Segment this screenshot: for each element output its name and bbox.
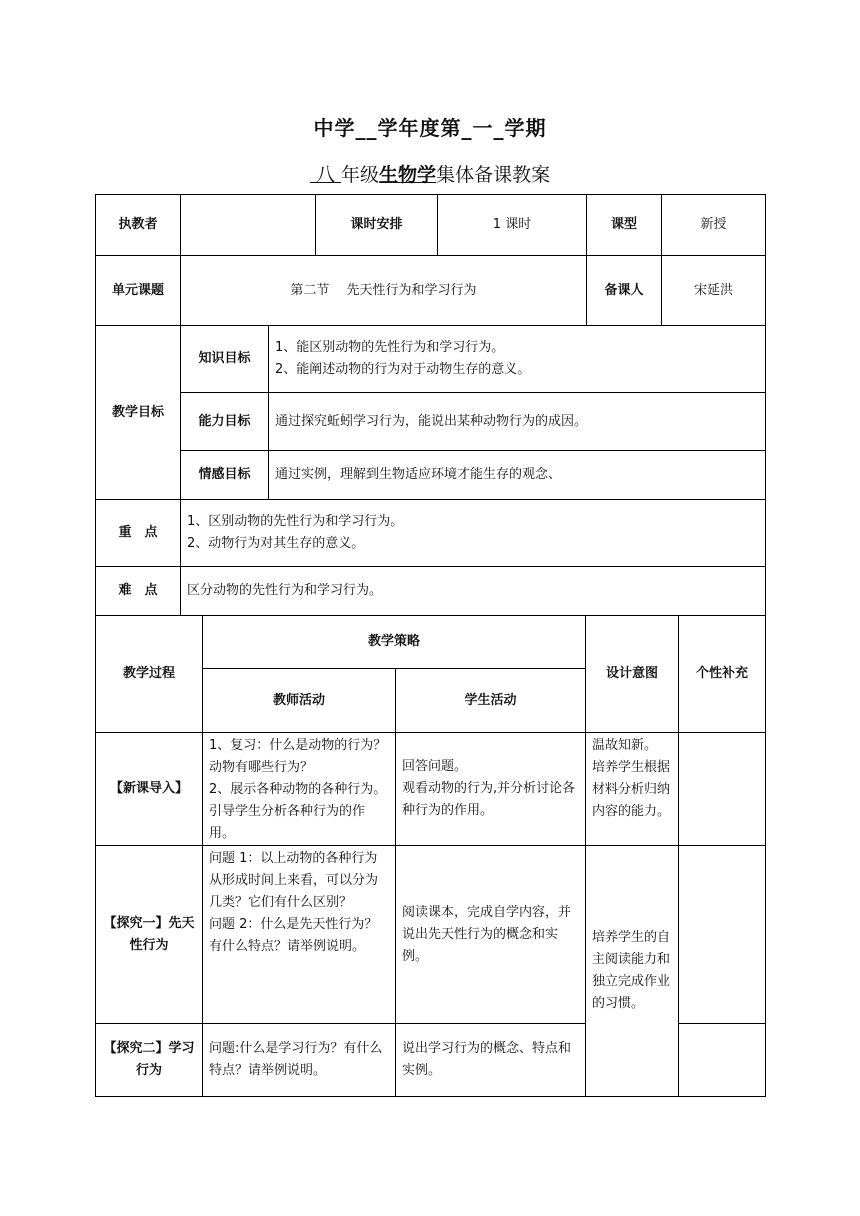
knowledge-goal-1: 1、能区别动物的先性行为和学习行为。 — [275, 340, 505, 355]
design-intent-intro: 温故知新。 培养学生根据材料分析归纳内容的能力。 — [586, 733, 679, 846]
teacher-activity-intro: 1、复习：什么是动物的行为？动物有哪些行为？ 2、展示各种动物的各种行为。引导学生分析各种行为的作用。 — [203, 733, 396, 846]
stage-intro: 【新课导入】 — [96, 733, 203, 846]
student-activity-explore-1: 阅读课本，完成自学内容，并说出先天性行为的概念和实例。 — [396, 846, 586, 1024]
stage-explore-2: 【探究二】学习行为 — [96, 1024, 203, 1097]
goals-label: 教学目标 — [96, 326, 181, 500]
teacher-activity-header: 教师活动 — [203, 669, 396, 733]
ability-goal-text: 通过探究蚯蚓学习行为，能说出某种动物行为的成因。 — [269, 393, 766, 451]
student-activity-intro: 回答问题。 观看动物的行为,并分析讨论各种行为的作用。 — [396, 733, 586, 846]
key-point-1: 1、区别动物的先性行为和学习行为。 — [187, 514, 404, 529]
school-term-title: 中学__学年度第_一_学期 — [313, 116, 547, 140]
personal-supplement-header: 个性补充 — [679, 616, 766, 733]
process-label: 教学过程 — [96, 616, 203, 733]
teacher-label: 执教者 — [96, 195, 181, 256]
stage-explore-1: 【探究一】先天性行为 — [96, 846, 203, 1024]
design-intent-explore: 培养学生的自主阅读能力和独立完成作业的习惯。 — [586, 846, 679, 1097]
ability-goal-label: 能力目标 — [181, 393, 269, 451]
difficulty-text: 区分动物的先性行为和学习行为。 — [181, 567, 766, 616]
key-points-text — [181, 500, 766, 567]
emotion-goal-label: 情感目标 — [181, 451, 269, 500]
hours-label: 课时安排 — [316, 195, 438, 256]
teacher-activity-explore-2: 问题:什么是学习行为？有什么特点？请举例说明。 — [203, 1024, 396, 1097]
type-label: 课型 — [587, 195, 662, 256]
key-point-2: 2、动物行为对其生存的意义。 — [187, 536, 365, 551]
preparer-value: 宋延洪 — [662, 256, 766, 326]
teacher-activity-explore-1: 问题 1：以上动物的各种行为从形成时间上来看，可以分为几类？它们有什么区别？ 问题 2：什么是先天性行为？有什么特点？请举例说明。 — [203, 846, 396, 1024]
unit-label: 单元课题 — [96, 256, 181, 326]
emotion-goal-text: 通过实例，理解到生物适应环境才能生存的观念、 — [269, 451, 766, 500]
key-points-label: 重 点 — [96, 500, 181, 567]
preparer-label: 备课人 — [587, 256, 662, 326]
personal-explore-2 — [679, 1024, 766, 1097]
difficulty-label: 难 点 — [96, 567, 181, 616]
strategy-header: 教学策略 — [203, 616, 586, 669]
grade-suffix: 年级 — [341, 164, 380, 186]
student-activity-explore-2: 说出学习行为的概念、特点和实例。 — [396, 1024, 586, 1097]
lesson-info-table — [95, 194, 766, 616]
design-intent-header: 设计意图 — [586, 616, 679, 733]
student-activity-header: 学生活动 — [396, 669, 586, 733]
plan-title-text: 集体备课教案 — [436, 164, 551, 186]
hours-value: 1 课时 — [438, 195, 587, 256]
personal-intro — [679, 733, 766, 846]
personal-explore-1 — [679, 846, 766, 1024]
subject-value: 生物学 — [379, 164, 437, 186]
teacher-value — [181, 195, 316, 256]
knowledge-goal-2: 2、能阐述动物的行为对于动物生存的意义。 — [275, 362, 531, 377]
type-value: 新授 — [662, 195, 766, 256]
knowledge-goal-label: 知识目标 — [181, 326, 269, 393]
unit-value: 第二节 先天性行为和学习行为 — [181, 256, 587, 326]
plan-title — [0, 160, 860, 187]
grade-value: 八 — [315, 164, 335, 186]
knowledge-goal-text — [269, 326, 766, 393]
process-table — [95, 615, 766, 1097]
